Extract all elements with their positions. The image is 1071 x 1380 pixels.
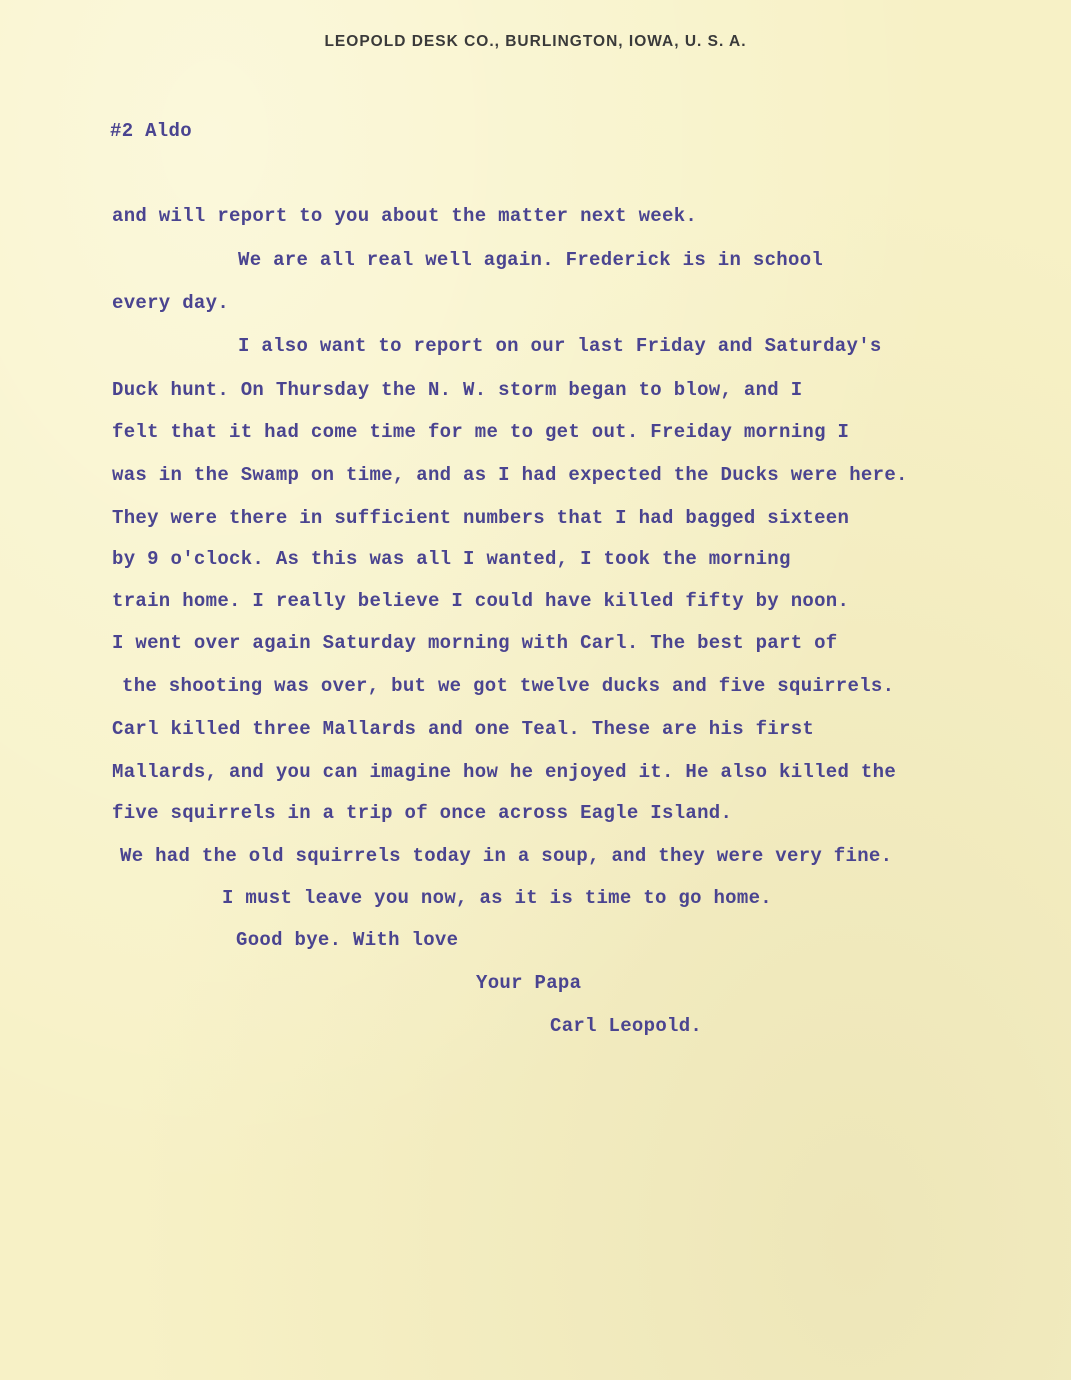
page-mark: #2 Aldo	[110, 120, 192, 142]
body-line: They were there in sufficient numbers that I had bagged sixteen	[112, 507, 850, 529]
body-line: train home. I really believe I could have killed fifty by noon.	[112, 590, 850, 612]
letterhead: LEOPOLD DESK CO., BURLINGTON, IOWA, U. S. A.	[324, 33, 747, 50]
body-line: We are all real well again. Frederick is in school	[238, 249, 824, 271]
signoff: Your Papa	[476, 972, 582, 994]
closing-line: I must leave you now, as it is time to go home.	[222, 887, 772, 909]
body-line: I went over again Saturday morning with Carl. The best part of	[112, 632, 838, 654]
signature: Carl Leopold.	[550, 1015, 703, 1037]
body-line: Mallards, and you can imagine how he enjoyed it. He also killed the	[112, 761, 897, 783]
body-line: I also want to report on our last Friday and Saturday's	[238, 335, 882, 357]
body-line: Carl killed three Mallards and one Teal. These are his first	[112, 718, 815, 740]
closing-salutation: Good bye. With love	[236, 929, 459, 951]
body-line: five squirrels in a trip of once across Eagle Island.	[112, 802, 733, 824]
body-line: the shooting was over, but we got twelve ducks and five squirrels.	[122, 675, 895, 697]
body-line: We had the old squirrels today in a soup, and they were very fine.	[120, 845, 893, 867]
body-line: was in the Swamp on time, and as I had expected the Ducks were here.	[112, 464, 908, 486]
body-line: every day.	[112, 292, 230, 314]
body-line: by 9 o'clock. As this was all I wanted, I took the morning	[112, 548, 791, 570]
body-line: felt that it had come time for me to get out. Freiday morning I	[112, 421, 850, 443]
body-line: and will report to you about the matter next week.	[112, 205, 698, 227]
body-line: Duck hunt. On Thursday the N. W. storm began to blow, and I	[112, 379, 803, 401]
